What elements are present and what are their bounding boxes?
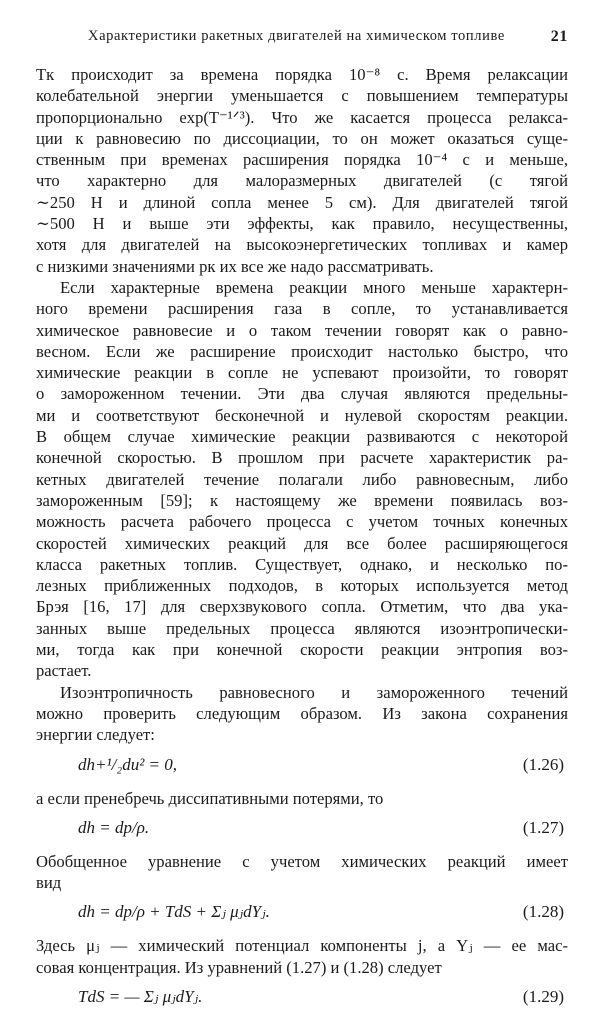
- text-line: химическое равновесие и о таком течении говорят как о равно-: [36, 320, 568, 340]
- equation-1-28: [36, 893, 568, 935]
- text-line: Обобщенное уравнение с учетом химических реакций имеет: [36, 851, 568, 871]
- text-line: ∼500 Н и выше эти эффекты, как правило, несущественны,: [36, 214, 568, 234]
- text-line: ственным при временах расширения порядка 10⁻⁴ с и меньше,: [36, 150, 568, 170]
- text-line: конечной скоростью. В прошлом при расчете характеристик ра-: [36, 448, 568, 468]
- text-line: вид: [36, 873, 62, 893]
- running-title: Характеристики ракетных двигателей на химическом топливе: [88, 28, 505, 44]
- text-line: ми и соответствуют бесконечной и нулевой скоростям реакции.: [36, 405, 568, 425]
- text-line: а если пренебречь диссипативными потерями, то: [36, 788, 384, 808]
- equation-body: dh = dp/ρ + TdS + Σⱼ μⱼdYⱼ.: [78, 902, 270, 922]
- equation-number: (1.26): [522, 754, 564, 774]
- text-line: пропорционально exp(T⁻¹ᐟ³). Что же касается процесса релакса-: [36, 107, 568, 127]
- equation-1-27: [36, 809, 568, 851]
- paragraph-2: [36, 277, 568, 682]
- text-line: можно проверить следующим образом. Из закона сохранения: [36, 703, 568, 723]
- text-line: лезных приближенных подходов, в которых используется метод: [36, 576, 568, 596]
- text-line: Tк происходит за времена порядка 10⁻⁸ с. Время релаксации: [36, 65, 568, 84]
- text-line: о замороженном течении. Эти два случая являются предельны-: [36, 384, 568, 404]
- text-line: растает.: [36, 661, 92, 681]
- text-line: колебательной энергии уменьшается с повышением температуры: [36, 86, 568, 106]
- text-line: Изоэнтропичность равновесного и замороженного течений: [60, 682, 568, 702]
- equation-body: dh = dp/ρ.: [78, 817, 150, 837]
- text-line: Если характерные времена реакции много меньше характерн-: [60, 277, 568, 297]
- paragraph-1: [36, 64, 568, 277]
- equation-body: dh+¹/₂du² = 0,: [78, 754, 178, 774]
- text-line: класса ракетных топлив. Существует, однако, и несколько по-: [36, 554, 568, 574]
- paragraph-5: [36, 935, 568, 978]
- text-line: совая концентрация. Из уравнений (1.27) и (1.28) следует: [36, 957, 442, 977]
- text-line: хотя для двигателей на высокоэнергетических топливах и камер: [36, 235, 568, 255]
- equation-body: TdS = — Σⱼ μⱼdYⱼ.: [78, 986, 203, 1006]
- text-line: с низкими значениями pк их все же надо рассматривать.: [36, 256, 434, 276]
- text-line: Здесь μⱼ — химический потенциал компоненты j, а Yⱼ — ее мас-: [36, 936, 568, 956]
- page-body: [36, 64, 568, 1020]
- page-number: 21: [550, 28, 568, 45]
- text-line: химические реакции в сопле не успевают произойти, то говорят: [36, 363, 568, 383]
- paragraph-3: [36, 682, 568, 746]
- equation-number: (1.29): [522, 986, 564, 1006]
- text-line: ции к равновесию по диссоциации, то он может оказаться суще-: [36, 128, 568, 148]
- text-line: замороженным [59]; к настоящему же времени появилась воз-: [36, 490, 568, 510]
- text-line: занных выше предельных процесса являются изоэнтропически-: [36, 618, 568, 638]
- text-line: энергии следует:: [36, 725, 155, 745]
- text-line: ∼250 Н и длиной сопла менее 5 см). Для двигателей тягой: [36, 192, 568, 212]
- text-line: кетных двигателей течение полагали либо равновесным, либо: [36, 469, 568, 489]
- paragraph-4: [36, 851, 568, 894]
- equation-1-26: [36, 746, 568, 788]
- running-header: [88, 28, 568, 50]
- text-line: ми, тогда как при конечной скорости реакции энтропия воз-: [36, 640, 568, 660]
- text-line: скоростей химических реакций для все более расширяющегося: [36, 533, 568, 553]
- text-line: можность расчета рабочего процесса с учетом точных конечных: [36, 512, 568, 532]
- text-line: что характерно для малоразмерных двигателей (с тягой: [36, 171, 568, 191]
- equation-1-29: [36, 978, 568, 1020]
- text-line: В общем случае химические реакции развиваются с некоторой: [36, 427, 568, 447]
- text-line: Брэя [16, 17] для сверхзвукового сопла. Отметим, что два ука-: [36, 597, 568, 617]
- equation-number: (1.28): [522, 902, 564, 922]
- equation-number: (1.27): [522, 817, 564, 837]
- text-line: весном. Если же расширение происходит настолько быстро, что: [36, 341, 568, 361]
- text-line: ного времени расширения газа в сопле, то устанавливается: [36, 299, 568, 319]
